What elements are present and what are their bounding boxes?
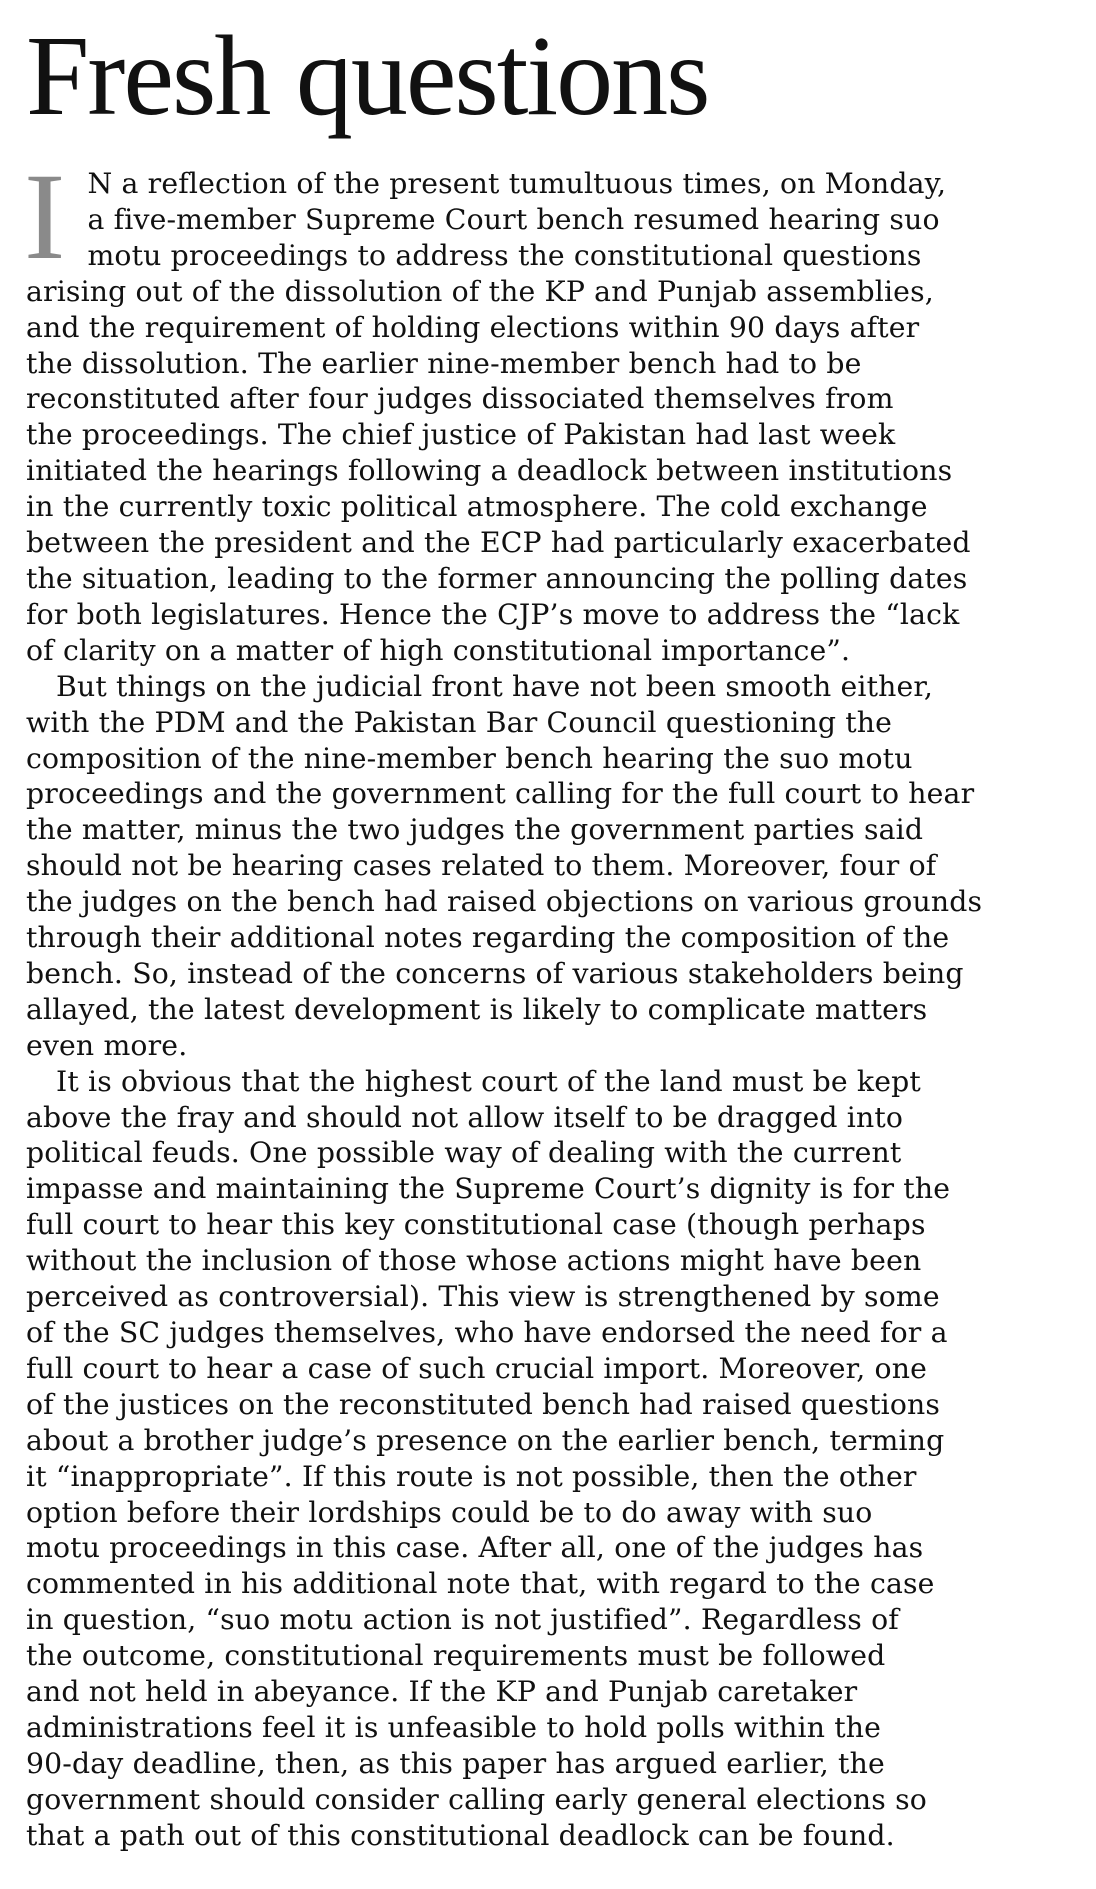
drop-cap: I xyxy=(24,148,66,285)
text-line: government should consider calling early general elections so xyxy=(26,1782,927,1816)
text-line: motu proceedings to address the constitutional questions xyxy=(87,238,922,272)
text-line: the judges on the bench had raised objections on various grounds xyxy=(26,885,983,919)
text-line: option before their lordships could be to do away with suo xyxy=(26,1495,873,1529)
text-line: for both legislatures. Hence the CJP’s move to address the “lack xyxy=(26,597,960,631)
text-line: through their additional notes regarding the composition of the xyxy=(26,921,950,955)
text-line: should not be hearing cases related to them. Moreover, four of xyxy=(26,849,937,883)
text-line: and the requirement of holding elections within 90 days after xyxy=(26,310,920,344)
text-line: perceived as controversial). This view is strengthened by some xyxy=(26,1280,940,1314)
text-line: political feuds. One possible way of dealing with the current xyxy=(26,1136,902,1170)
paragraph-2 xyxy=(26,669,1080,1064)
text-line: allayed, the latest development is likely to complicate matters xyxy=(26,992,928,1026)
text-line: between the president and the ECP had particularly exacerbated xyxy=(26,526,971,560)
paragraph-1 xyxy=(24,148,1080,669)
text-line: the situation, leading to the former announcing the polling dates xyxy=(26,561,968,595)
text-line: full court to hear this key constitutional case (though perhaps xyxy=(26,1208,926,1242)
article-body xyxy=(24,148,1080,1854)
text-line: 90-day deadline, then, as this paper has argued earlier, the xyxy=(26,1746,885,1780)
text-line: initiated the hearings following a deadlock between institutions xyxy=(26,454,953,488)
text-line: It is obvious that the highest court of the land must be kept xyxy=(56,1064,921,1098)
text-line: with the PDM and the Pakistan Bar Council questioning the xyxy=(26,705,893,739)
text-line: motu proceedings in this case. After all, one of the judges has xyxy=(26,1531,924,1565)
paragraph-3 xyxy=(26,1064,1080,1854)
text-line: bench. So, instead of the concerns of various stakeholders being xyxy=(26,956,964,990)
text-line: the outcome, constitutional requirements must be followed xyxy=(26,1639,886,1673)
headline: Fresh questions xyxy=(26,12,709,139)
text-line: of the SC judges themselves, who have endorsed the need for a xyxy=(26,1316,948,1349)
text-line: in the currently toxic political atmosphere. The cold exchange xyxy=(26,490,928,524)
text-line: even more. xyxy=(26,1028,188,1062)
text-line: N a reflection of the present tumultuous times, on Monday, xyxy=(87,167,947,200)
text-line: proceedings and the government calling for the full court to hear xyxy=(26,777,975,811)
text-line: full court to hear a case of such crucial import. Moreover, one xyxy=(26,1351,927,1385)
text-line: of the justices on the reconstituted bench had raised questions xyxy=(26,1387,941,1421)
text-line: impasse and maintaining the Supreme Court’s dignity is for the xyxy=(26,1172,951,1206)
editorial-article xyxy=(24,12,1080,1854)
text-line: the dissolution. The earlier nine-member bench had to be xyxy=(26,346,862,380)
text-line: the matter, minus the two judges the government parties said xyxy=(26,813,924,847)
text-line: But things on the judicial front have not been smooth either, xyxy=(56,669,934,703)
text-line: the proceedings. The chief justice of Pakistan had last week xyxy=(26,418,896,452)
text-line: commented in his additional note that, with regard to the case xyxy=(26,1567,935,1601)
text-line: it “inappropriate”. If this route is not possible, then the other xyxy=(26,1459,917,1493)
text-line: a five-member Supreme Court bench resumed hearing suo xyxy=(87,202,940,236)
text-line: reconstituted after four judges dissociated themselves from xyxy=(26,382,894,416)
text-line: administrations feel it is unfeasible to hold polls within the xyxy=(26,1710,882,1744)
text-line: of clarity on a matter of high constitutional importance”. xyxy=(26,633,851,667)
text-line: and not held in abeyance. If the KP and Punjab caretaker xyxy=(26,1675,858,1709)
text-line: that a path out of this constitutional deadlock can be found. xyxy=(26,1818,895,1852)
text-line: above the fray and should not allow itself to be dragged into xyxy=(26,1100,904,1134)
text-line: composition of the nine-member bench hearing the suo motu xyxy=(26,741,913,775)
text-line: in question, “suo motu action is not justified”. Regardless of xyxy=(26,1603,899,1637)
text-line: about a brother judge’s presence on the earlier bench, terming xyxy=(26,1423,945,1457)
text-line: without the inclusion of those whose actions might have been xyxy=(26,1244,922,1278)
text-line: arising out of the dissolution of the KP and Punjab assemblies, xyxy=(26,274,934,308)
